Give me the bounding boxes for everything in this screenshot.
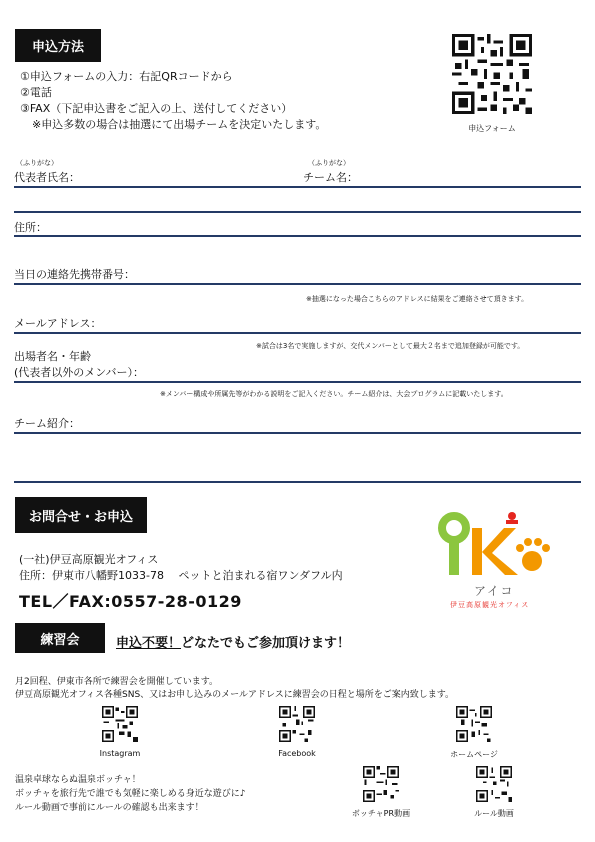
intro-rule[interactable] [14,432,581,434]
instagram-qr-code[interactable] [102,706,138,742]
homepage-qr-code[interactable] [456,706,492,742]
apply-line-1: ①申込フォームの入力：右記QRコードから [20,70,233,83]
rep-name-label: 代表者氏名： [14,171,80,184]
apply-heading: 申込方法 [15,29,101,62]
email-rule[interactable] [14,332,581,334]
furigana-label-team: （ふりがな） [308,159,350,167]
apply-form-qr-code[interactable] [452,34,532,114]
contact-tel: TEL／FAX:0557-28-0129 [19,592,242,611]
intro-note: ※メンバー構成や所属先等がわかる説明をご記入ください。チーム紹介は、大会プログラムに記載いたします。 [160,390,508,398]
practice-desc-1: 月2回程、伊東市各所で練習会を開催しています。 [15,677,219,687]
phone-rule[interactable] [14,283,581,285]
intro-label: チーム紹介： [14,417,80,430]
iko-logo [432,506,560,614]
apply-line-4: ※申込多数の場合は抽選にて出場チームを決定いたします。 [32,118,327,131]
practice-tagline-rest: どなたでもご参加頂けます！ [181,636,351,651]
apply-form-qr-caption: 申込フォーム [468,124,516,133]
address-label: 住所： [14,221,47,234]
furigana-label-rep: （ふりがな） [16,159,58,167]
phone-label: 当日の連絡先携帯番号： [14,268,135,281]
blank-rule [14,211,581,213]
boccia-pr-video-qr-code[interactable] [363,766,399,802]
apply-line-3: ③FAX（下記申込書をご記入の上、送付してください） [20,102,293,115]
facebook-qr-code[interactable] [279,706,315,742]
rule-video-qr-caption: ルール動画 [474,809,514,818]
members-label-1: 出場者名・年齢 [14,350,91,363]
instagram-qr-caption: Instagram [99,749,141,758]
boccia-pr-video-qr-caption: ボッチャPR動画 [351,809,411,818]
members-label-2: (代表者以外のメンバー）： [14,366,145,379]
email-note: ※抽選になった場合こちらのアドレスに結果をご連絡させて頂きます。 [306,295,529,303]
logo-sub: 伊豆高原観光オフィス [450,601,530,609]
email-label: メールアドレス： [14,317,102,330]
contact-org: (一社)伊豆高原観光オフィス [19,553,159,566]
contact-address: 住所：伊東市八幡野1033-78 ペットと泊まれる宿ワンダフル内 [19,569,343,582]
contact-heading: お問合せ・お申込 [15,497,147,533]
logo-kana: アイコ [474,584,515,598]
team-name-label: チーム名： [303,171,358,184]
bottom-line-2: ボッチャを旅行先で誰でも気軽に楽しめる身近な遊びに♪ [15,789,246,799]
facebook-qr-caption: Facebook [278,749,316,758]
practice-tagline-emph: 申込不要！ [116,636,182,651]
intro-rule-2 [14,481,581,483]
homepage-qr-caption: ホームページ [450,750,498,759]
address-rule[interactable] [14,235,581,237]
members-rule[interactable] [14,381,581,383]
bottom-line-3: ルール動画で事前にルールの確認も出来ます！ [15,803,204,813]
rep-name-rule[interactable] [14,186,581,188]
rule-video-qr-code[interactable] [476,766,512,802]
practice-desc-2: 伊豆高原観光オフィス各種SNS、又はお申し込みのメールアドレスに練習会の日程と場所をご案内致します。 [15,690,455,700]
members-note: ※試合は3名で実施しますが、交代メンバーとして最大２名まで追加登録が可能です。 [256,342,525,350]
bottom-line-1: 温泉卓球ならぬ温泉ボッチャ！ [15,775,141,785]
practice-tagline [116,632,350,651]
practice-heading: 練習会 [15,623,105,653]
apply-line-2: ②電話 [20,86,52,99]
iko-logo-mark-icon [432,506,560,582]
